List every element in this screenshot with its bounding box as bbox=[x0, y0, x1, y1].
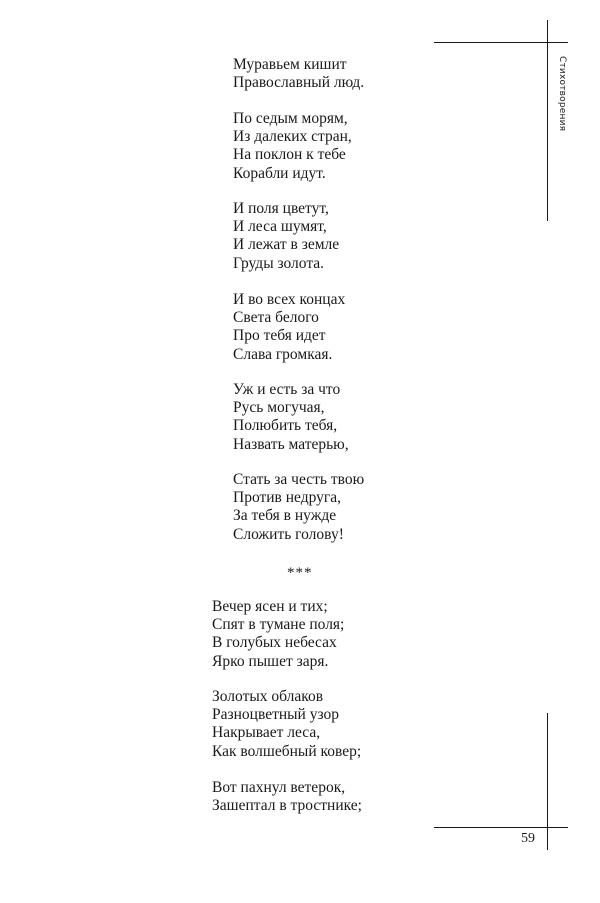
poem-1-stanza-4 bbox=[233, 291, 345, 364]
verse-line: Вечер ясен и тих; bbox=[212, 598, 328, 615]
verse-line: И во всех концах bbox=[233, 291, 346, 308]
verse-line: Золотых облаков bbox=[212, 688, 324, 705]
verse-line: Уж и есть за что bbox=[233, 381, 341, 398]
poem-1-stanza-5 bbox=[233, 381, 349, 454]
verse-line: Полюбить тебя, bbox=[233, 417, 338, 435]
verse-line: Ярко пышет заря. bbox=[212, 652, 329, 670]
verse-line: Как волшебный ковер; bbox=[212, 742, 362, 760]
verse-line: И лежат в земле bbox=[233, 236, 340, 254]
poem-1-stanza-6 bbox=[233, 471, 364, 544]
verse-line: Сложить голову! bbox=[233, 525, 344, 543]
verse-line: Назвать матерью, bbox=[233, 435, 349, 453]
poem-2-stanza-1 bbox=[212, 598, 344, 671]
running-section-title: Стихотворения bbox=[557, 56, 567, 132]
verse-line: По седым морям, bbox=[233, 110, 348, 127]
verse-line: Православный люд. bbox=[233, 74, 365, 92]
header-rule-vertical bbox=[547, 20, 548, 221]
poem-1-stanza-1 bbox=[233, 56, 364, 92]
verse-line: И леса шумят, bbox=[233, 218, 327, 236]
poem-2-stanza-2 bbox=[212, 688, 361, 761]
verse-line: В голубых небесах bbox=[212, 634, 337, 652]
verse-line: Против недруга, bbox=[233, 489, 342, 507]
verse-line: И поля цветут, bbox=[233, 200, 329, 217]
verse-line: Про тебя идет bbox=[233, 327, 326, 345]
verse-line: На поклон к тебе bbox=[233, 146, 346, 164]
verse-line: Стать за честь твою bbox=[233, 471, 365, 488]
page-number: 59 bbox=[521, 831, 535, 846]
verse-line: Муравьем кишит bbox=[233, 56, 347, 73]
verse-line: Спят в тумане поля; bbox=[212, 616, 345, 634]
verse-line: Корабли идут. bbox=[233, 164, 326, 182]
verse-line: Слава громкая. bbox=[233, 345, 333, 363]
verse-line: Из далеких стран, bbox=[233, 128, 352, 146]
verse-line: За тебя в нужде bbox=[233, 507, 337, 525]
poem-1-stanza-3 bbox=[233, 200, 339, 273]
verse-line: Вот пахнул ветерок, bbox=[212, 779, 346, 796]
verse-line: Русь могучая, bbox=[233, 399, 325, 417]
poem-separator: *** bbox=[287, 565, 313, 581]
poem-1-stanza-2 bbox=[233, 110, 352, 183]
verse-line: Зашептал в тростнике; bbox=[212, 797, 362, 815]
footer-rule-vertical bbox=[547, 713, 548, 850]
verse-line: Накрывает леса, bbox=[212, 724, 321, 742]
poem-2-stanza-3 bbox=[212, 779, 362, 815]
verse-line: Разноцветный узор bbox=[212, 706, 340, 724]
verse-line: Света белого bbox=[233, 309, 319, 327]
verse-line: Груды золота. bbox=[233, 254, 325, 272]
